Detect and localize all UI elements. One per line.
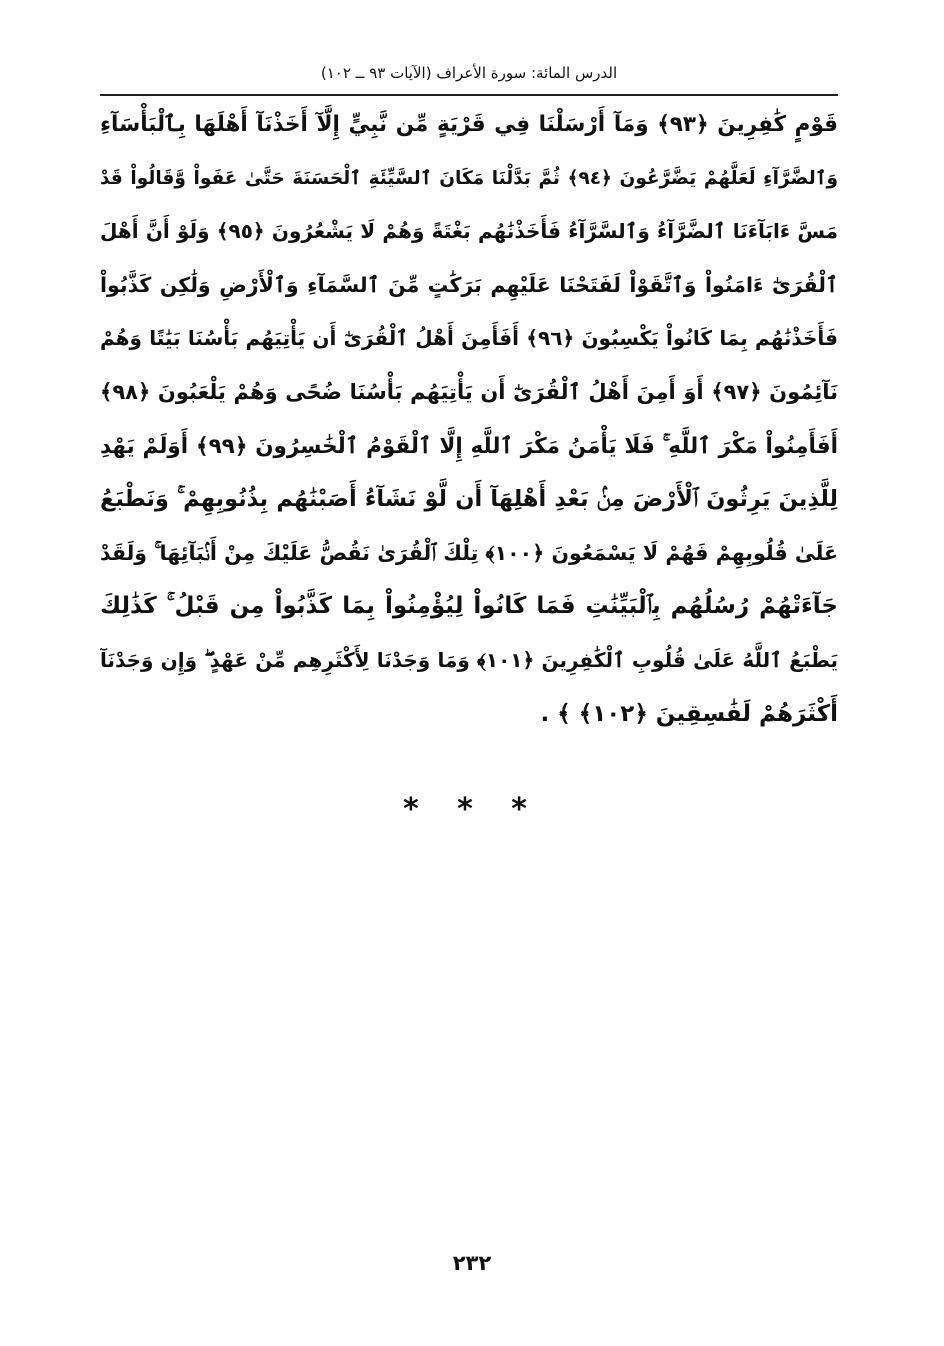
verse-line-2: وَٱلضَّرَّآءِ لَعَلَّهُمْ يَضَّرَّعُونَ ﴿٩٤﴾ ثُمَّ بَدَّلْنَا مَكَانَ ٱلسَّيِّئَةِ ٱلْحَسَنَةَ حَتَّىٰ عَفَواْ وَّقَالُواْ قَدْ (100, 167, 838, 189)
verse-line-4: ٱلْقُرَىٰٓ ءَامَنُواْ وَٱتَّقَوْاْ لَفَتَحْنَا عَلَيْهِم بَرَكَٰتٍ مِّنَ ٱلسَّمَآءِ وَٱلْأَرْضِ وَلَٰكِن كَذَّبُواْ (100, 272, 838, 297)
running-header: الدرس المائة: سورة الأعراف (الآيات ٩٣ ــ ١٠٢) (320, 64, 618, 82)
verse-line-12: أَكْثَرَهُمْ لَفَٰسِقِينَ ﴿١٠٢﴾ ﴾ . (540, 700, 838, 727)
section-separator: * * * (403, 792, 541, 827)
verse-line-5: فَأَخَذْنَٰهُم بِمَا كَانُواْ يَكْسِبُونَ ﴿٩٦﴾ أَفَأَمِنَ أَهْلُ ٱلْقُرَىٰٓ أَن يَأْتِيَهُم بَأْسُنَا بَيَٰتًا وَهُمْ (100, 326, 838, 351)
verse-line-6: نَآئِمُونَ ﴿٩٧﴾ أَوَ أَمِنَ أَهْلُ ٱلْقُرَىٰٓ أَن يَأْتِيَهُم بَأْسُنَا ضُحًى وَهُمْ يَلْعَبُونَ ﴿٩٨﴾ (100, 379, 838, 404)
header-rule (100, 94, 838, 96)
page-number: ٢٣٢ (452, 1251, 492, 1275)
verse-line-3: مَسَّ ءَابَآءَنَا ٱلضَّرَّآءُ وَٱلسَّرَّآءُ فَأَخَذْنَٰهُم بَغْتَةً وَهُمْ لَا يَشْعُرُونَ ﴿٩٥﴾ وَلَوْ أَنَّ أَهْلَ (100, 219, 838, 244)
verse-line-1: قَوْمٍ كَٰفِرِينَ ﴿٩٣﴾ وَمَآ أَرْسَلْنَا فِي قَرْيَةٍ مِّن نَّبِيٍّ إِلَّآ أَخَذْنَآ أَهْلَهَا بِٱلْبَأْسَآءِ (100, 112, 838, 137)
verse-line-11: يَطْبَعُ ٱللَّهُ عَلَىٰ قُلُوبِ ٱلْكَٰفِرِينَ ﴿١٠١﴾ وَمَا وَجَدْنَا لِأَكْثَرِهِم مِّنْ عَهْدٍ ۖ وَإِن وَجَدْنَآ (100, 647, 838, 672)
verse-block (100, 98, 838, 741)
verse-line-9: عَلَىٰ قُلُوبِهِمْ فَهُمْ لَا يَسْمَعُونَ ﴿١٠٠﴾ تِلْكَ ٱلْقُرَىٰ نَقُصُّ عَلَيْكَ مِنْ أَنۢبَآئِهَا ۚ وَلَقَدْ (100, 540, 838, 565)
verse-line-10: جَآءَتْهُمْ رُسُلُهُم بِٱلْبَيِّنَٰتِ فَمَا كَانُواْ لِيُؤْمِنُواْ بِمَا كَذَّبُواْ مِن قَبْلُ ۚ كَذَٰلِكَ (100, 593, 838, 620)
verse-line-8: لِلَّذِينَ يَرِثُونَ ٱلْأَرْضَ مِنۢ بَعْدِ أَهْلِهَآ أَن لَّوْ نَشَآءُ أَصَبْنَٰهُم بِذُنُوبِهِمْ ۚ وَنَطْبَعُ (100, 486, 838, 513)
verse-line-7: أَفَأَمِنُواْ مَكْرَ ٱللَّهِ ۚ فَلَا يَأْمَنُ مَكْرَ ٱللَّهِ إِلَّا ٱلْقَوْمُ ٱلْخَٰسِرُونَ ﴿٩٩﴾ أَوَلَمْ يَهْدِ (100, 433, 838, 459)
